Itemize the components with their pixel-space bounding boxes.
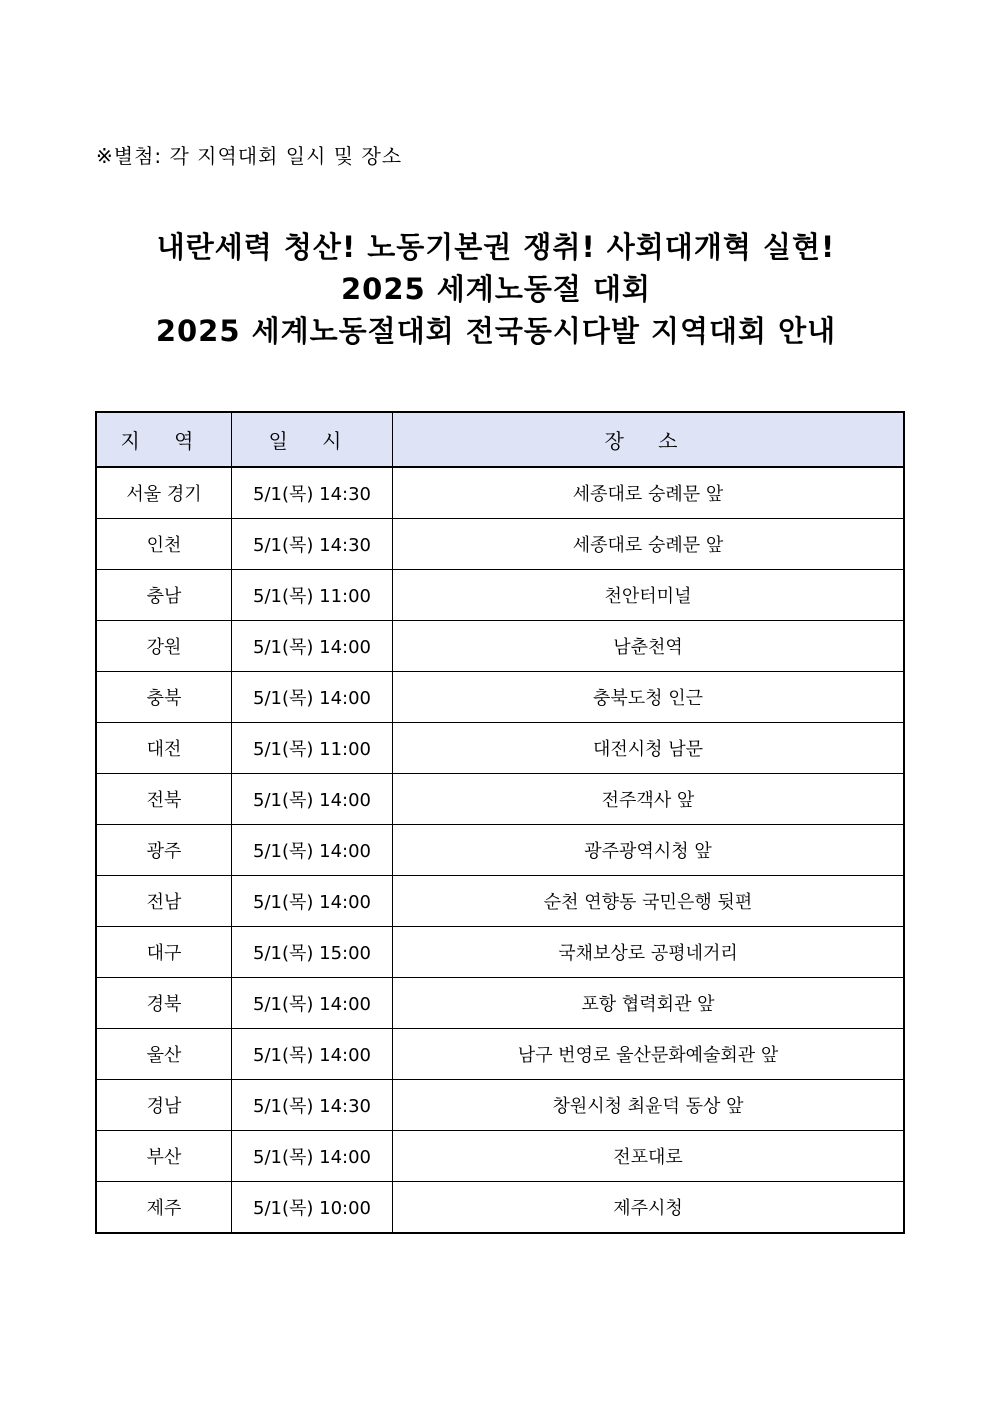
cell-place: 전주객사 앞 (393, 774, 904, 825)
table-row (97, 467, 904, 519)
cell-place: 광주광역시청 앞 (393, 825, 904, 876)
cell-time: 5/1(목) 14:00 (232, 774, 393, 825)
table-row (97, 1182, 904, 1233)
table-row (97, 774, 904, 825)
title-slogan: 내란세력 청산! 노동기본권 쟁취! 사회대개혁 실현! (156, 230, 836, 264)
cell-region: 전북 (97, 774, 232, 825)
table-row (97, 723, 904, 774)
cell-place: 창원시청 최윤덕 동상 앞 (393, 1080, 904, 1131)
table-row (97, 1080, 904, 1131)
cell-time: 5/1(목) 14:00 (232, 876, 393, 927)
cell-region: 제주 (97, 1182, 232, 1233)
table-header-row (97, 413, 904, 468)
cell-time: 5/1(목) 11:00 (232, 570, 393, 621)
cell-place: 대전시청 남문 (393, 723, 904, 774)
cell-region: 경북 (97, 978, 232, 1029)
cell-place: 천안터미널 (393, 570, 904, 621)
header-place: 장 소 (393, 413, 904, 468)
table-row (97, 1029, 904, 1080)
cell-time: 5/1(목) 14:30 (232, 1080, 393, 1131)
cell-place: 남춘천역 (393, 621, 904, 672)
cell-time: 5/1(목) 14:00 (232, 978, 393, 1029)
cell-place: 전포대로 (393, 1131, 904, 1182)
cell-region: 서울 경기 (97, 467, 232, 519)
cell-place: 포항 협력회관 앞 (393, 978, 904, 1029)
cell-time: 5/1(목) 11:00 (232, 723, 393, 774)
cell-time: 5/1(목) 14:30 (232, 467, 393, 519)
cell-place: 순천 연향동 국민은행 뒷편 (393, 876, 904, 927)
cell-region: 대구 (97, 927, 232, 978)
title-guide: 2025 세계노동절대회 전국동시다발 지역대회 안내 (155, 314, 837, 348)
cell-time: 5/1(목) 14:00 (232, 1131, 393, 1182)
table-row (97, 519, 904, 570)
cell-time: 5/1(목) 14:00 (232, 1029, 393, 1080)
table-row (97, 876, 904, 927)
cell-time: 5/1(목) 10:00 (232, 1182, 393, 1233)
title-event: 2025 세계노동절 대회 (340, 272, 651, 306)
table-row (97, 672, 904, 723)
header-region: 지 역 (97, 413, 232, 468)
cell-time: 5/1(목) 15:00 (232, 927, 393, 978)
table-row (97, 1131, 904, 1182)
attachment-label: ※별첨: 각 지역대회 일시 및 장소 (96, 144, 403, 168)
cell-region: 대전 (97, 723, 232, 774)
cell-time: 5/1(목) 14:00 (232, 672, 393, 723)
schedule-table (96, 412, 904, 1233)
cell-region: 울산 (97, 1029, 232, 1080)
title-block (0, 226, 992, 352)
table-row (97, 621, 904, 672)
cell-place: 남구 번영로 울산문화예술회관 앞 (393, 1029, 904, 1080)
cell-time: 5/1(목) 14:00 (232, 621, 393, 672)
cell-region: 충북 (97, 672, 232, 723)
cell-region: 전남 (97, 876, 232, 927)
cell-place: 세종대로 숭례문 앞 (393, 519, 904, 570)
table-row (97, 825, 904, 876)
cell-place: 충북도청 인근 (393, 672, 904, 723)
cell-place: 제주시청 (393, 1182, 904, 1233)
cell-time: 5/1(목) 14:00 (232, 825, 393, 876)
cell-place: 국채보상로 공평네거리 (393, 927, 904, 978)
cell-place: 세종대로 숭례문 앞 (393, 467, 904, 519)
cell-region: 광주 (97, 825, 232, 876)
cell-region: 경남 (97, 1080, 232, 1131)
cell-region: 충남 (97, 570, 232, 621)
table-row (97, 978, 904, 1029)
cell-time: 5/1(목) 14:30 (232, 519, 393, 570)
cell-region: 강원 (97, 621, 232, 672)
table-row (97, 927, 904, 978)
cell-region: 부산 (97, 1131, 232, 1182)
header-time: 일 시 (232, 413, 393, 468)
table-row (97, 570, 904, 621)
cell-region: 인천 (97, 519, 232, 570)
